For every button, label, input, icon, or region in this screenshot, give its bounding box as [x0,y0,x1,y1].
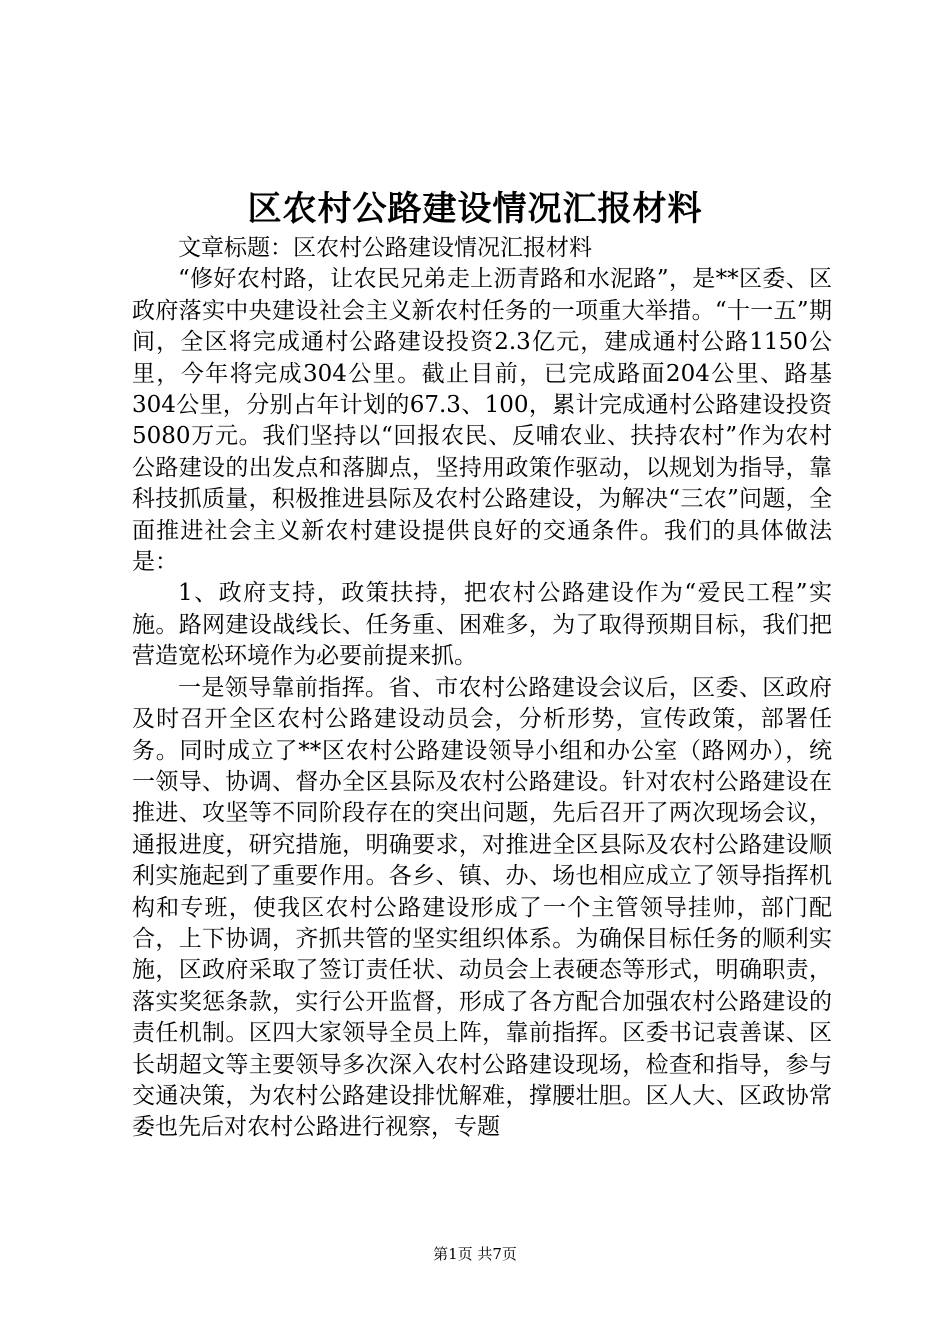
document-title: 区农村公路建设情况汇报材料 [247,189,703,229]
paragraph-intro: “修好农村路，让农民兄弟走上沥青路和水泥路”，是**区委、区政府落实中央建设社会主义新农村任务的一项重大举措。“十一五”期间，全区将完成通村公路建设投资2.3亿元，建成通村公路1150公里，今年将完成304公里。截止目前，已完成路面204公里、路基304公里，分别占年计划的67.3、100，累计完成通村公路建设投资5080万元。我们坚持以“回报农民、反哺农业、扶持农村”作为农村公路建设的出发点和落脚点，坚持用政策作驱动，以规划为指导，靠科技抓质量，积极推进县际及农村公路建设，为解决“三农”问题，全面推进社会主义新农村建设提供良好的交通条件。我们的具体做法是： [132,266,832,576]
document-body [132,233,832,1144]
page-number: 第1页 共7页 [433,1245,517,1263]
paragraph-leadership: 一是领导靠前指挥。省、市农村公路建设会议后，区委、区政府及时召开全区农村公路建设动员会，分析形势，宣传政策，部署任务。同时成立了**区农村公路建设领导小组和办公室（路网办），统一领导、协调、督办全区县际及农村公路建设。针对农村公路建设在推进、攻坚等不同阶段存在的突出问题，先后召开了两次现场会议，通报进度，研究措施，明确要求，对推进全区县际及农村公路建设顺利实施起到了重要作用。各乡、镇、办、场也相应成立了领导指挥机构和专班，使我区农村公路建设形成了一个主管领导挂帅，部门配合，上下协调，齐抓共管的坚实组织体系。为确保目标任务的顺利实施，区政府采取了签订责任状、动员会上表硬态等形式，明确职责，落实奖惩条款，实行公开监督，形成了各方配合加强农村公路建设的责任机制。区四大家领导全员上阵，靠前指挥。区委书记袁善谋、区长胡超文等主要领导多次深入农村公路建设现场，检查和指导，参与交通决策，为农村公路建设排忧解难，撑腰壮胆。区人大、区政协常委也先后对农村公路进行视察，专题 [132,674,832,1141]
paragraph-section-1: 1、政府支持，政策扶持，把农村公路建设作为“爱民工程”实施。路网建设战线长、任务重、困难多，为了取得预期目标，我们把营造宽松环境作为必要前提来抓。 [132,580,832,670]
article-title-line: 文章标题：区农村公路建设情况汇报材料 [178,235,592,261]
